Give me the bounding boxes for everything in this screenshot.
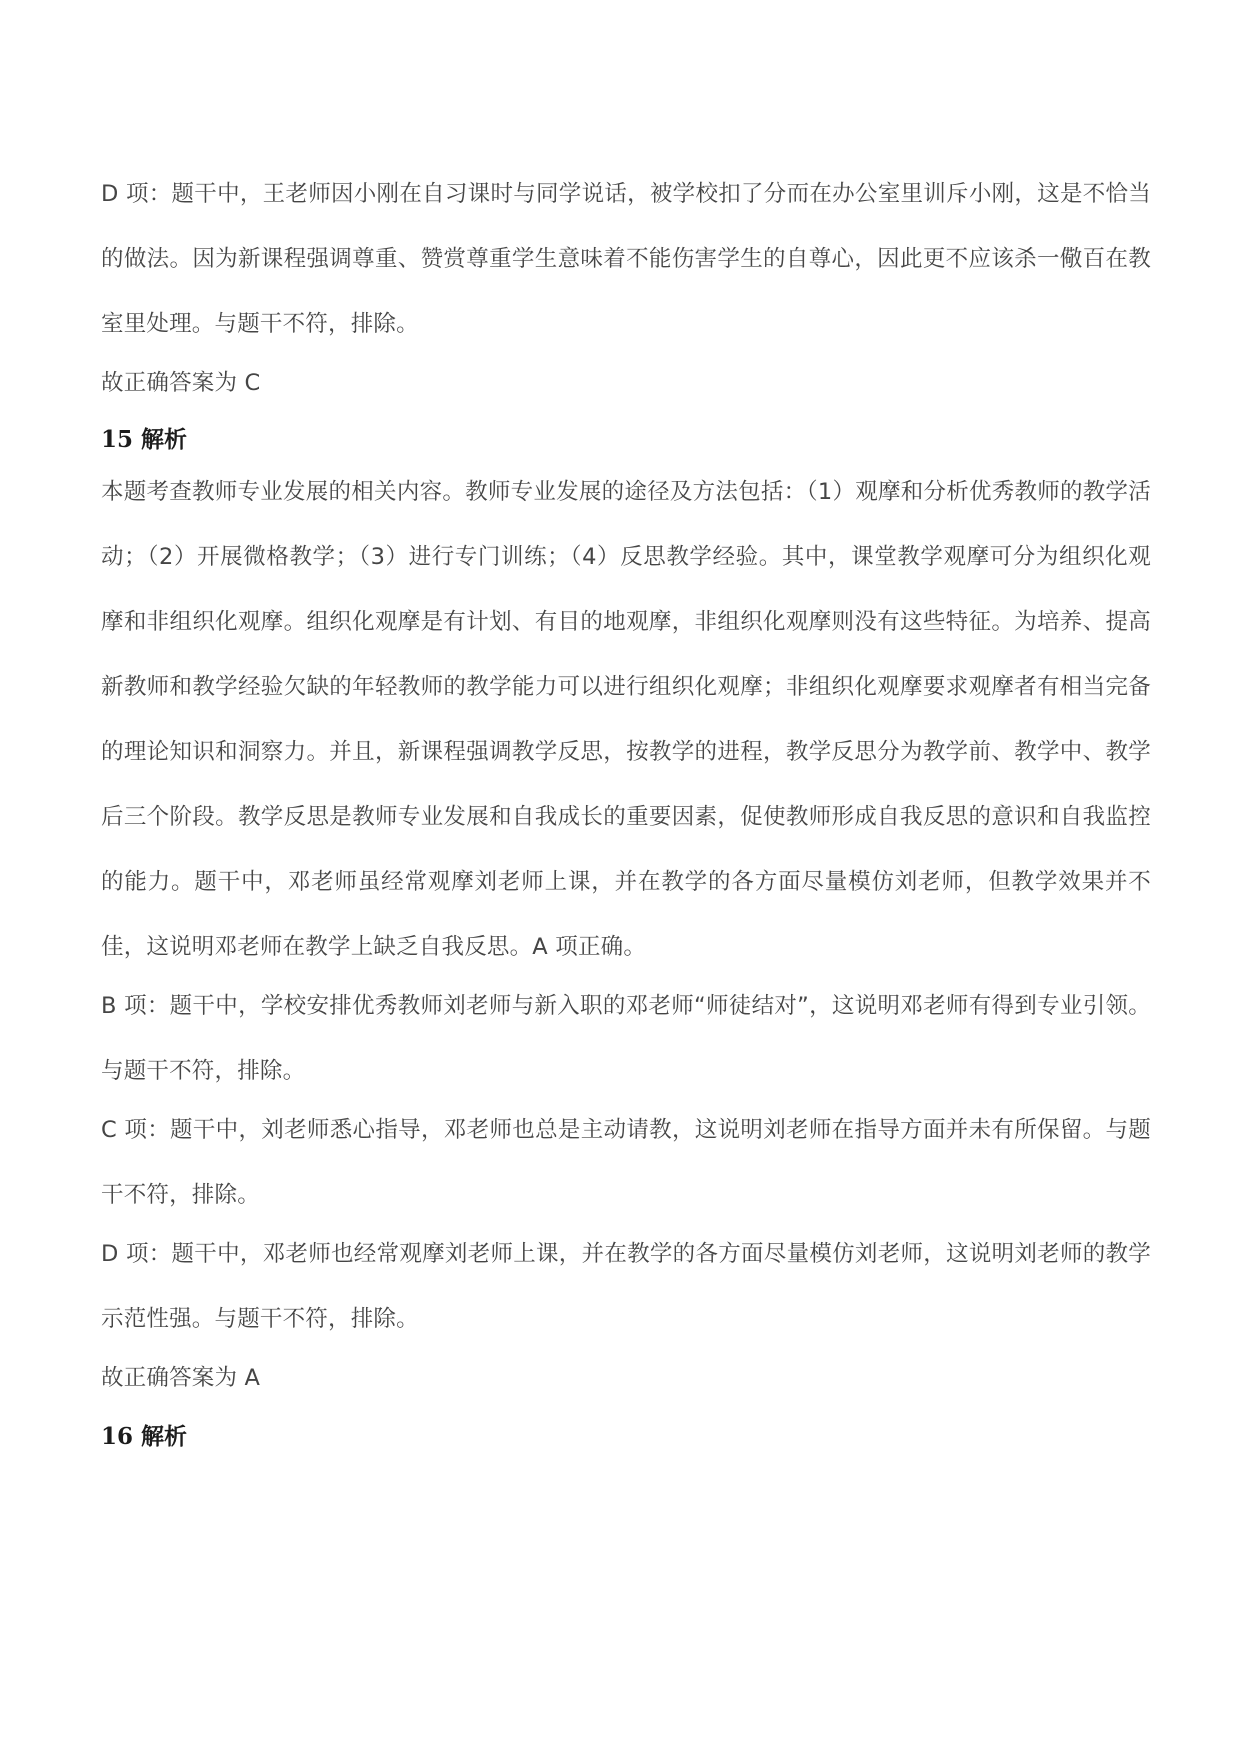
section-heading-16: 16 解析 xyxy=(101,1423,188,1450)
option-d-paragraph-1: D 项：题干中，王老师因小刚在自习课时与同学说话，被学校扣了分而在办公室里训斥小刚，这是不恰当的做法。因为新课程强调尊重、赞赏尊重学生意味着不能伤害学生的自尊心，因此更不应该杀一儆百在教室里处理。与题干不符，排除。 xyxy=(101,181,1151,337)
option-d-paragraph-2: D 项：题干中，邓老师也经常观摩刘老师上课，并在教学的各方面尽量模仿刘老师，这说明刘老师的教学示范性强。与题干不符，排除。 xyxy=(101,1241,1151,1332)
section-heading-15: 15 解析 xyxy=(101,426,188,453)
option-b-paragraph: B 项：题干中，学校安排优秀教师刘老师与新入职的邓老师“师徒结对”，这说明邓老师有得到专业引领。与题干不符，排除。 xyxy=(101,993,1151,1084)
answer-line-2: 故正确答案为 A xyxy=(101,1365,261,1391)
document-content xyxy=(101,162,1151,1467)
option-c-paragraph: C 项：题干中，刘老师悉心指导，邓老师也总是主动请教，这说明刘老师在指导方面并未有所保留。与题干不符，排除。 xyxy=(101,1117,1151,1208)
analysis-15-body: 本题考查教师专业发展的相关内容。教师专业发展的途径及方法包括：（1）观摩和分析优秀教师的教学活动；（2）开展微格教学；（3）进行专门训练；（4）反思教学经验。其中，课堂教学观摩可分为组织化观摩和非组织化观摩。组织化观摩是有计划、有目的地观摩，非组织化观摩则没有这些特征。为培养、提高新教师和教学经验欠缺的年轻教师的教学能力可以进行组织化观摩；非组织化观摩要求观摩者有相当完备的理论知识和洞察力。并且，新课程强调教学反思，按教学的进程，教学反思分为教学前、教学中、教学后三个阶段。教学反思是教师专业发展和自我成长的重要因素，促使教师形成自我反思的意识和自我监控的能力。题干中，邓老师虽经常观摩刘老师上课，并在教学的各方面尽量模仿刘老师，但教学效果并不佳，这说明邓老师在教学上缺乏自我反思。A 项正确。 xyxy=(101,479,1151,960)
answer-line-1: 故正确答案为 C xyxy=(101,370,261,396)
